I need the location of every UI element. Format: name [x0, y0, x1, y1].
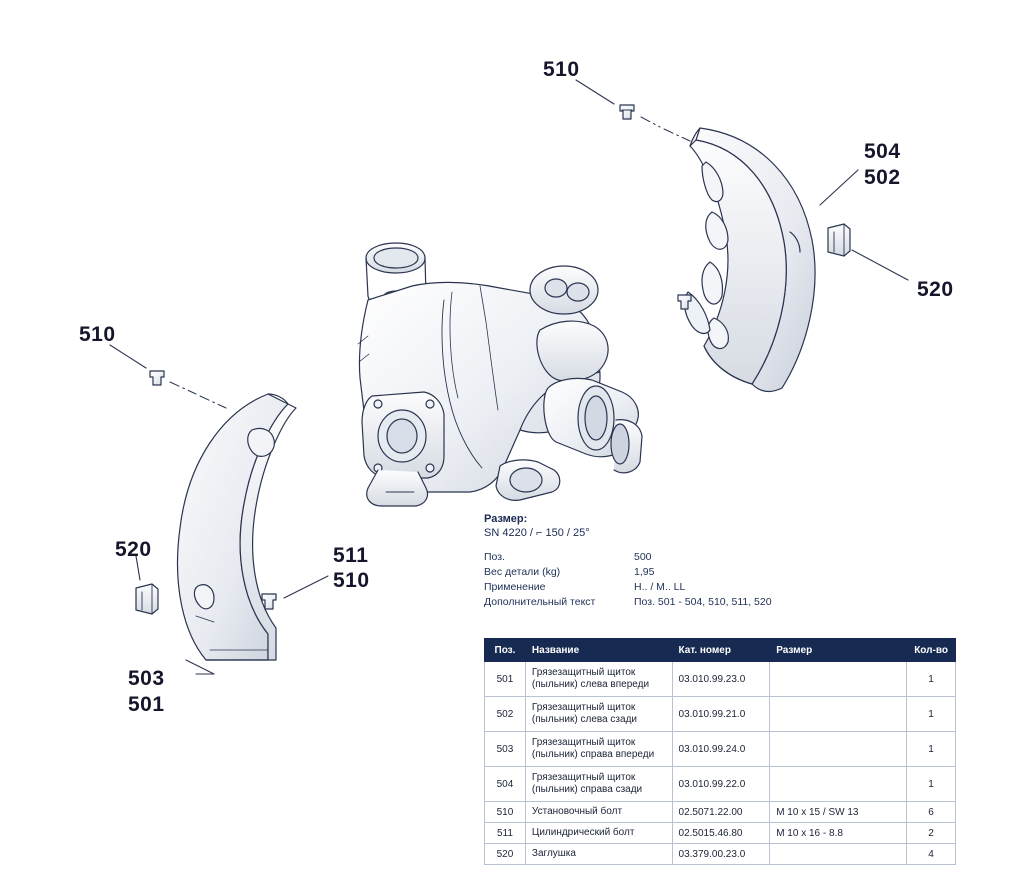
- cell-name: Цилиндрический болт: [525, 823, 672, 844]
- shield-right-rear: [685, 128, 816, 391]
- callout-501: 501: [128, 693, 165, 716]
- table-header-qty: Кол-во: [907, 639, 956, 662]
- bolt-510-top: [620, 105, 634, 119]
- info-row: [484, 580, 954, 595]
- table-row: [485, 844, 956, 865]
- info-key: Дополнительный текст: [484, 596, 596, 608]
- cell-qty: 1: [907, 767, 956, 802]
- callout-504: 504: [864, 140, 901, 163]
- cell-size: [770, 662, 907, 697]
- callout-510-left: 510: [79, 323, 116, 346]
- cell-num: 03.010.99.24.0: [672, 732, 770, 767]
- cell-num: 02.5071.22.00: [672, 802, 770, 823]
- cell-size: [770, 844, 907, 865]
- info-row: [484, 565, 954, 580]
- cell-size: [770, 732, 907, 767]
- info-value: 1,95: [634, 566, 655, 578]
- cell-size: [770, 767, 907, 802]
- cell-pos: 510: [485, 802, 526, 823]
- info-key: Вес детали (kg): [484, 566, 561, 578]
- info-key: Поз.: [484, 551, 505, 563]
- size-label: Размер:: [484, 513, 528, 525]
- table-header-pos: Поз.: [485, 639, 526, 662]
- cell-num: 03.010.99.23.0: [672, 662, 770, 697]
- axle-housing-assembly: [358, 243, 642, 506]
- info-row: [484, 595, 954, 610]
- cell-name: Грязезащитный щиток (пыльник) справа впереди: [525, 732, 672, 767]
- plug-520-right: [828, 224, 850, 256]
- callout-520-right: 520: [917, 278, 954, 301]
- cell-name: Заглушка: [525, 844, 672, 865]
- callout-511: 511: [333, 544, 369, 567]
- cell-qty: 1: [907, 697, 956, 732]
- cell-name: Грязезащитный щиток (пыльник) слева впереди: [525, 662, 672, 697]
- shield-left-front: [178, 394, 296, 660]
- table-header-row: [485, 639, 956, 662]
- cell-pos: 504: [485, 767, 526, 802]
- callout-520-left: 520: [115, 538, 152, 561]
- cell-qty: 6: [907, 802, 956, 823]
- cell-qty: 4: [907, 844, 956, 865]
- callout-502: 502: [864, 166, 901, 189]
- cell-num: 03.379.00.23.0: [672, 844, 770, 865]
- plug-520-left: [136, 584, 158, 614]
- callout-503: 503: [128, 667, 165, 690]
- callout-510-top: 510: [543, 58, 580, 81]
- cell-pos: 503: [485, 732, 526, 767]
- callout-510-lower: 510: [333, 569, 370, 592]
- cell-pos: 502: [485, 697, 526, 732]
- table-row: [485, 823, 956, 844]
- info-value: 500: [634, 551, 652, 563]
- cell-num: 03.010.99.22.0: [672, 767, 770, 802]
- bolt-510-left: [150, 371, 164, 385]
- info-value: Поз. 501 - 504, 510, 511, 520: [634, 596, 772, 608]
- cell-pos: 511: [485, 823, 526, 844]
- parts-table: [484, 638, 956, 865]
- cell-pos: 501: [485, 662, 526, 697]
- table-row: [485, 732, 956, 767]
- cell-qty: 1: [907, 662, 956, 697]
- cell-qty: 2: [907, 823, 956, 844]
- cell-name: Установочный болт: [525, 802, 672, 823]
- table-row: [485, 767, 956, 802]
- info-row: [484, 550, 954, 565]
- table-header-size: Размер: [770, 639, 907, 662]
- cell-num: 02.5015.46.80: [672, 823, 770, 844]
- cell-size: M 10 x 16 - 8.8: [770, 823, 907, 844]
- cell-name: Грязезащитный щиток (пыльник) слева сзади: [525, 697, 672, 732]
- cell-name: Грязезащитный щиток (пыльник) справа сзади: [525, 767, 672, 802]
- size-value: SN 4220 / ⌐ 150 / 25°: [484, 527, 590, 539]
- table-header-num: Кат. номер: [672, 639, 770, 662]
- cell-size: M 10 x 15 / SW 13: [770, 802, 907, 823]
- table-row: [485, 802, 956, 823]
- cell-size: [770, 697, 907, 732]
- cell-pos: 520: [485, 844, 526, 865]
- cell-num: 03.010.99.21.0: [672, 697, 770, 732]
- cell-qty: 1: [907, 732, 956, 767]
- info-value: H.. / M.. LL: [634, 581, 686, 593]
- table-header-name: Название: [525, 639, 672, 662]
- info-key: Применение: [484, 581, 546, 593]
- info-block: [484, 512, 954, 610]
- table-row: [485, 697, 956, 732]
- table-row: [485, 662, 956, 697]
